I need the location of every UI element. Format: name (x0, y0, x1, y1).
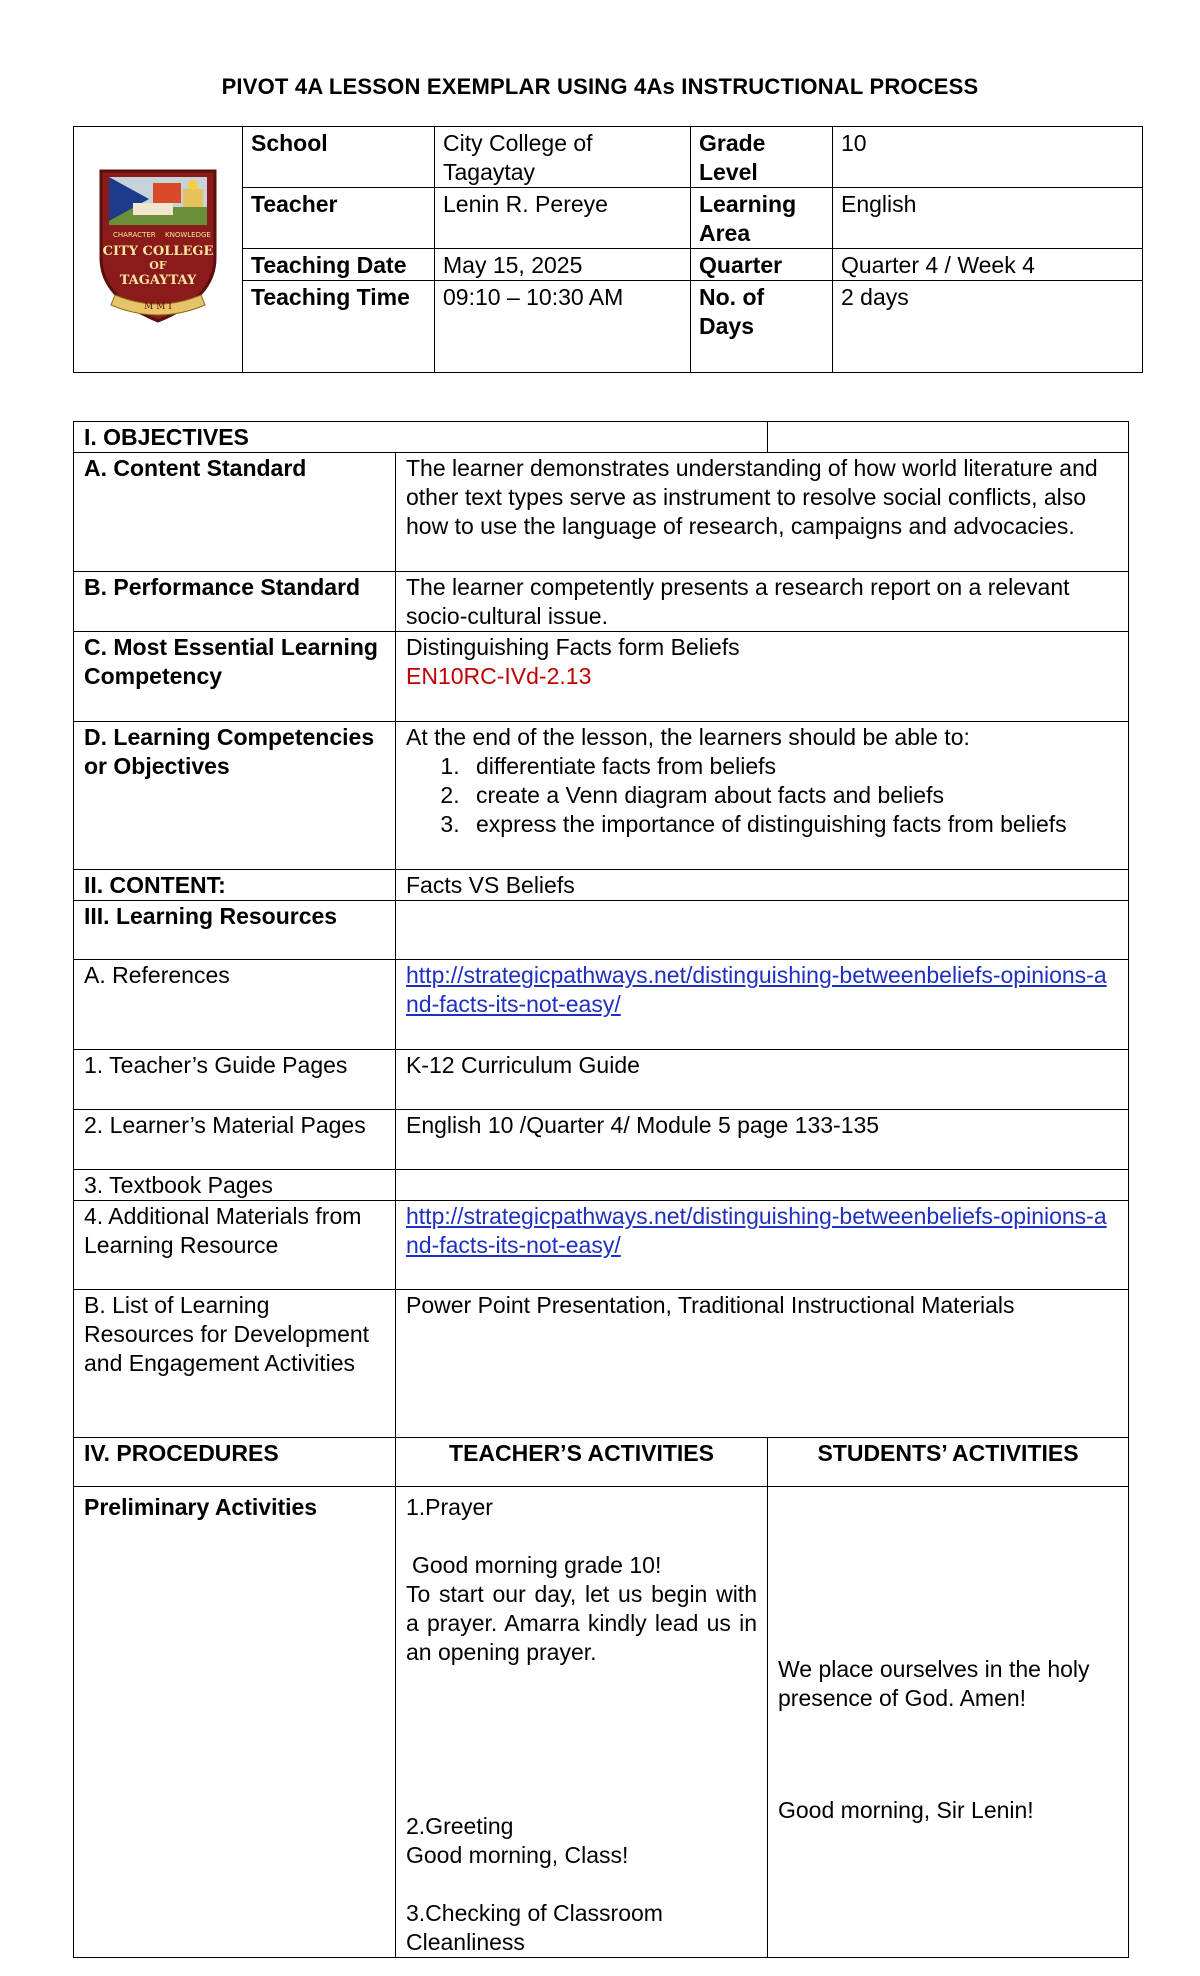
school-value: City College of Tagaytay (435, 127, 691, 188)
teaching-date-value: May 15, 2025 (435, 249, 691, 281)
logo-ribbon: M M I (144, 302, 172, 312)
teacher-activities-cell (396, 1487, 768, 1958)
student-activities-cell (768, 1487, 1129, 1958)
additional-materials-cell (396, 1201, 1129, 1290)
school-logo-icon (93, 163, 223, 328)
objectives-heading: I. OBJECTIVES (74, 422, 768, 453)
learning-area-label: Learning Area (691, 188, 833, 249)
lesson-header-table (73, 126, 1143, 373)
teacher-activities-heading: TEACHER’S ACTIVITIES (396, 1438, 768, 1487)
content-label: II. CONTENT: (74, 870, 396, 901)
page-title: PIVOT 4A LESSON EXEMPLAR USING 4As INSTRUCTIONAL PROCESS (221, 74, 979, 99)
melc-code: EN10RC-IVd-2.13 (406, 663, 592, 689)
no-of-days-value: 2 days (833, 281, 1143, 373)
performance-standard-value: The learner competently presents a research report on a relevant socio-cultural issue. (396, 572, 1129, 632)
logo-arc-left: CHARACTER (113, 231, 156, 239)
teaching-time-label: Teaching Time (243, 281, 435, 373)
objective-item: 1. differentiate facts from beliefs (466, 752, 1118, 781)
teaching-time-value: 09:10 – 10:30 AM (435, 281, 691, 373)
quarter-value: Quarter 4 / Week 4 (833, 249, 1143, 281)
prayer-instruction-text: To start our day, let us begin with a prayer. Amarra kindly lead us in an opening prayer. (406, 1581, 757, 1665)
resource-list-label: B. List of Learning Resources for Development and Engagement Activities (74, 1290, 396, 1438)
additional-materials-link[interactable]: http://strategicpathways.net/distinguishing-betweenbeliefs-opinions-and-facts-its-not-easy/ (406, 1203, 1107, 1258)
learning-competencies-intro: At the end of the lesson, the learners should be able to: (406, 724, 970, 750)
school-label: School (243, 127, 435, 188)
learning-competencies-list (406, 752, 1118, 839)
quarter-label: Quarter (691, 249, 833, 281)
objective-item: 3. express the importance of distinguishing facts from beliefs (466, 810, 1118, 839)
learning-resources-heading: III. Learning Resources (74, 901, 396, 960)
school-logo-cell (74, 127, 243, 373)
objective-item: 2. create a Venn diagram about facts and beliefs (466, 781, 1118, 810)
student-greeting-response: Good morning, Sir Lenin! (778, 1797, 1034, 1823)
prayer-greeting-text: Good morning grade 10! (412, 1552, 662, 1578)
learners-material-value: English 10 /Quarter 4/ Module 5 page 133-135 (396, 1110, 1129, 1170)
additional-materials-label: 4. Additional Materials from Learning Resource (74, 1201, 396, 1290)
student-activities-heading: STUDENTS’ ACTIVITIES (768, 1438, 1129, 1487)
grade-level-label: Grade Level (691, 127, 833, 188)
teachers-guide-value: K-12 Curriculum Guide (396, 1050, 1129, 1110)
textbook-pages-label: 3. Textbook Pages (74, 1170, 396, 1201)
no-of-days-label: No. of Days (691, 281, 833, 373)
logo-line-3: TAGAYTAY (119, 273, 197, 288)
references-link[interactable]: http://strategicpathways.net/distinguishing-betweenbeliefs-opinions-and-facts-its-not-easy/ (406, 962, 1107, 1017)
references-cell (396, 960, 1129, 1050)
learning-competencies-cell (396, 722, 1129, 870)
teacher-label: Teacher (243, 188, 435, 249)
prayer-title: 1.Prayer (406, 1494, 493, 1520)
resource-list-value: Power Point Presentation, Traditional Instructional Materials (396, 1290, 1129, 1438)
textbook-pages-value (396, 1170, 1129, 1201)
teaching-date-label: Teaching Date (243, 249, 435, 281)
student-prayer-response: We place ourselves in the holy presence of God. Amen! (778, 1656, 1090, 1711)
teachers-guide-label: 1. Teacher’s Guide Pages (74, 1050, 396, 1110)
learning-competencies-label: D. Learning Competencies or Objectives (74, 722, 396, 870)
logo-line-2: OF (149, 259, 167, 272)
logo-line-1: CITY COLLEGE (102, 244, 214, 259)
learners-material-label: 2. Learner’s Material Pages (74, 1110, 396, 1170)
checking-title: 3.Checking of Classroom Cleanliness (406, 1900, 663, 1955)
lesson-plan-table (73, 421, 1129, 1958)
greeting-title: 2.Greeting (406, 1813, 514, 1839)
logo-arc-right: KNOWLEDGE (165, 231, 211, 239)
melc-cell (396, 632, 1129, 722)
melc-value: Distinguishing Facts form Beliefs (406, 634, 740, 660)
greeting-text: Good morning, Class! (406, 1842, 629, 1868)
objectives-blank (768, 422, 1129, 453)
performance-standard-label: B. Performance Standard (74, 572, 396, 632)
content-value: Facts VS Beliefs (396, 870, 1129, 901)
procedures-heading: IV. PROCEDURES (74, 1438, 396, 1487)
teacher-value: Lenin R. Pereye (435, 188, 691, 249)
grade-level-value: 10 (833, 127, 1143, 188)
content-standard-label: A. Content Standard (74, 453, 396, 572)
learning-resources-blank (396, 901, 1129, 960)
learning-area-value: English (833, 188, 1143, 249)
preliminary-activities-label: Preliminary Activities (74, 1487, 396, 1958)
references-label: A. References (74, 960, 396, 1050)
melc-label: C. Most Essential Learning Competency (74, 632, 396, 722)
content-standard-value: The learner demonstrates understanding of how world literature and other text types serve as instrument to resolve social conflicts, also how to use the language of research, campaigns and advocacies. (396, 453, 1129, 572)
